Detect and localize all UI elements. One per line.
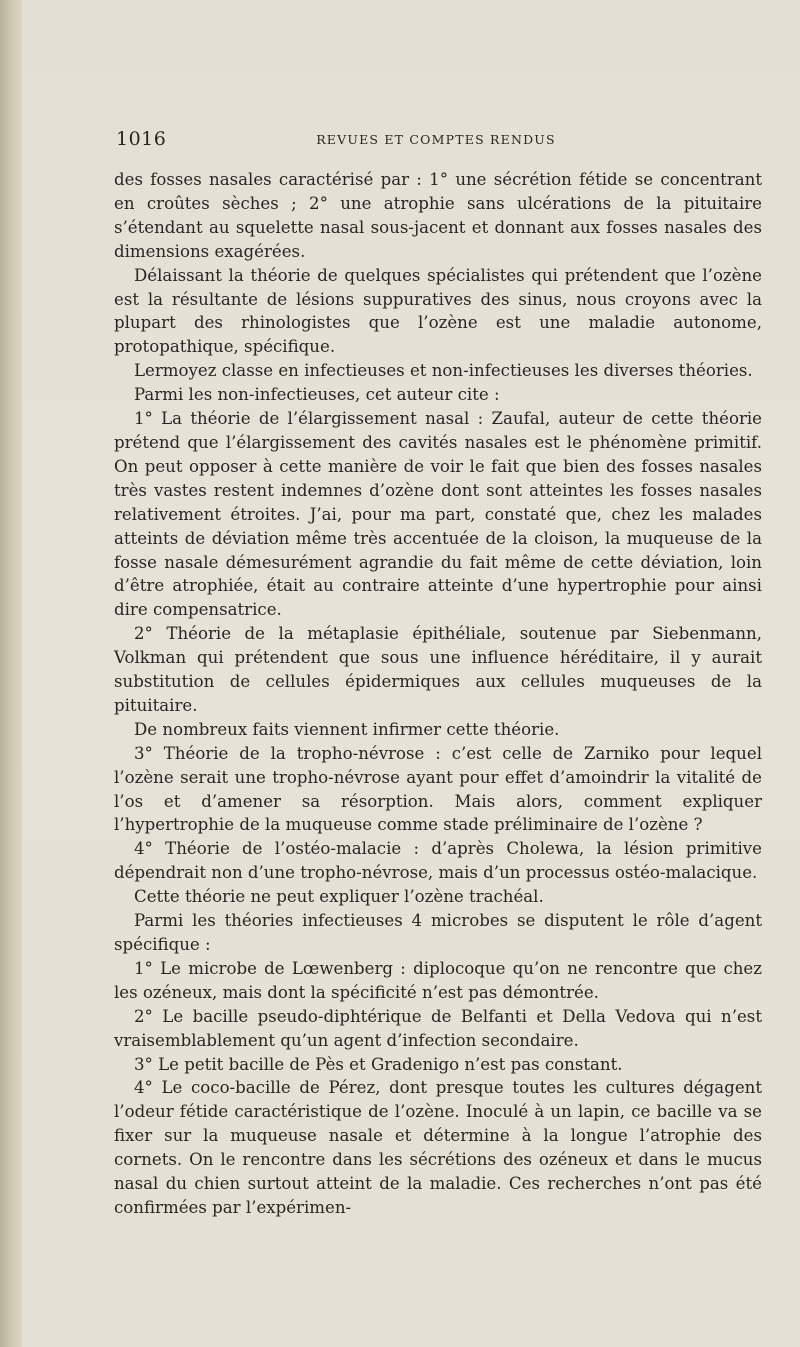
paragraph: De nombreux faits viennent infirmer cette théorie. [134, 719, 560, 739]
page-number: 1016 [116, 128, 167, 150]
paragraph: Lermoyez classe en infectieuses et non-infectieuses les diverses théories. [134, 361, 753, 381]
paragraph-continuation: des fosses nasales caractérisé par : 1° une sécrétion fétide se concentrant en croûtes sèches ; 2° une atrophie sans ulcérations de la pituitaire s’étendant au squelette nasal sous-jacent et donnant aux fosses nasales des dimensions exagérées. [114, 170, 762, 261]
paragraph: 4° Théorie de l’ostéo-malacie : d’après Cholewa, la lésion primitive dépendrait non d’une tropho-névrose, mais d’un processus ostéo-malacique. [114, 839, 762, 883]
body-text [114, 168, 762, 1220]
paragraph: Parmi les théories infectieuses 4 microbes se disputent le rôle d’agent spécifique : [114, 911, 762, 954]
paragraph: Cette théorie ne peut expliquer l’ozène trachéal. [134, 887, 544, 907]
book-spine-shadow [0, 0, 22, 1347]
paragraph: 1° La théorie de l’élargissement nasal : Zaufal, auteur de cette théorie prétend que l’élargissement des cavités nasales est le phénomène primitif. On peut opposer à cette manière de voir le fait que bien des fosses nasales très vastes restent indemnes d’ozène dont sont atteintes les fosses nasales relativement étroites. J’ai, pour ma part, constaté que, chez les malades atteints de déviation même très accentuée de la cloison, la muqueuse de la fosse nasale démesurément agrandie du fait même de cette déviation, loin d’être atrophiée, était au contraire atteinte d’une hypertrophie pour ainsi dire compensatrice. [114, 409, 762, 620]
page-header [116, 128, 756, 154]
paragraph: 4° Le coco-bacille de Pérez, dont presque toutes les cultures dégagent l’odeur fétide caractéristique de l’ozène. Inoculé à un lapin, ce bacille va se fixer sur la muqueuse nasale et détermine à la longue l’atrophie des cornets. On le rencontre dans les sécrétions des ozéneux et dans le mucus nasal du chien surtout atteint de la maladie. Ces recherches n’ont pas été confirmées par l’expérimen- [114, 1078, 762, 1217]
paragraph: 2° Le bacille pseudo-diphtérique de Belfanti et Della Vedova qui n’est vraisemblablement qu’un agent d’infection secondaire. [114, 1006, 762, 1050]
paragraph: 2° Théorie de la métaplasie épithéliale, soutenue par Siebenmann, Volkman qui prétendent que sous une influence héréditaire, il y aurait substitution de cellules épidermiques aux cellules muqueuses de la pituitaire. [114, 624, 762, 715]
running-title: REVUES ET COMPTES RENDUS [316, 132, 556, 147]
paragraph: Délaissant la théorie de quelques spécialistes qui prétendent que l’ozène est la résultante de lésions suppuratives des sinus, nous croyons avec la plupart des rhinologistes que l’ozène est une maladie autonome, protopathique, spécifique. [114, 265, 762, 357]
paragraph: Parmi les non-infectieuses, cet auteur cite : [134, 385, 500, 405]
paragraph: 3° Théorie de la tropho-névrose : c’est celle de Zarniko pour lequel l’ozène serait une tropho-névrose ayant pour effet d’amoindrir la vitalité de l’os et d’amener sa résorption. Mais alors, comment expliquer l’hypertrophie de la muqueuse comme stade préliminaire de l’ozène ? [114, 743, 762, 835]
paragraph: 3° Le petit bacille de Pès et Gradenigo n’est pas constant. [134, 1054, 623, 1074]
paragraph: 1° Le microbe de Lœwenberg : diplocoque qu’on ne rencontre que chez les ozéneux, mais dont la spécificité n’est pas démontrée. [114, 958, 762, 1002]
